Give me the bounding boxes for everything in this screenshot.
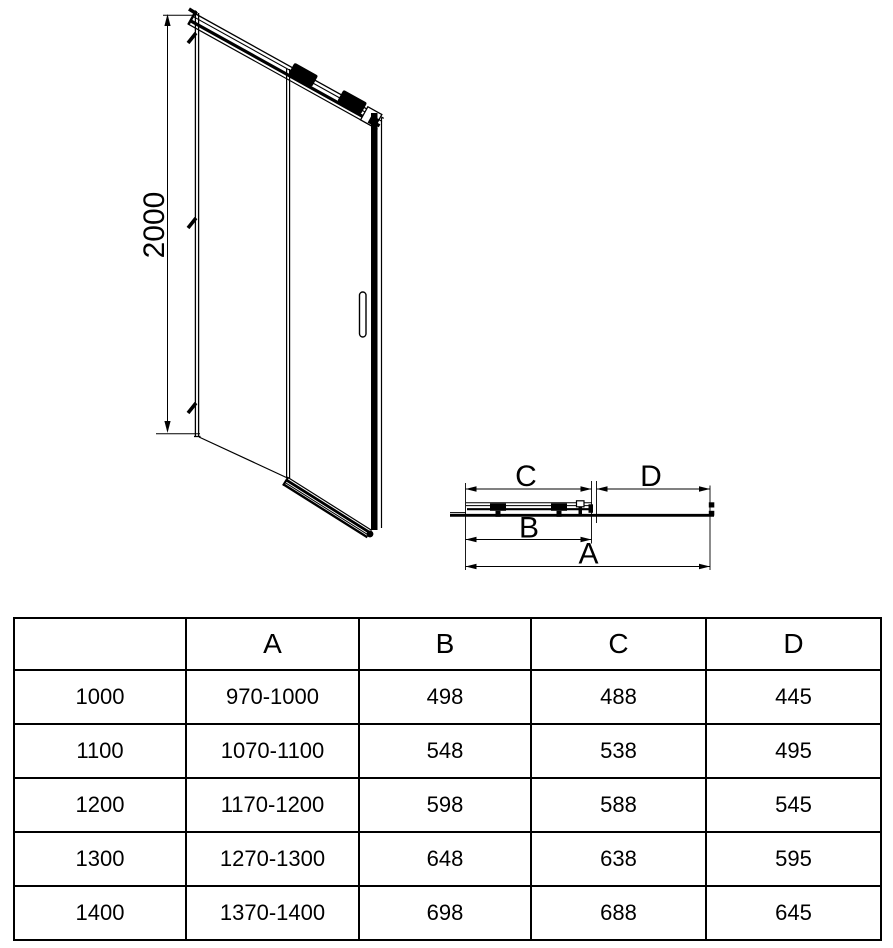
table-header-row bbox=[14, 618, 881, 670]
bottom-rail bbox=[283, 477, 375, 540]
arrow-down-icon bbox=[164, 421, 170, 433]
height-dimension-label: 2000 bbox=[138, 191, 171, 259]
table-row bbox=[14, 886, 881, 940]
table-header-d: D bbox=[706, 618, 881, 670]
table-header-a: A bbox=[186, 618, 359, 670]
door-stile bbox=[287, 69, 290, 478]
table-header-size bbox=[14, 618, 186, 670]
table-cell: 688 bbox=[531, 886, 706, 940]
table-cell: 1000 bbox=[14, 670, 186, 724]
table-cell: 645 bbox=[706, 886, 881, 940]
table-header-b: B bbox=[359, 618, 531, 670]
right-profile bbox=[371, 113, 382, 530]
dimension-c-label: C bbox=[515, 460, 537, 493]
table-cell: 1270-1300 bbox=[186, 832, 359, 886]
dimensions-table bbox=[13, 617, 882, 941]
glass-bottom-edge bbox=[199, 437, 289, 479]
dimension-a bbox=[466, 538, 711, 571]
plan-view-drawing bbox=[450, 460, 714, 571]
table-cell: 638 bbox=[531, 832, 706, 886]
table-cell: 1370-1400 bbox=[186, 886, 359, 940]
table-cell: 588 bbox=[531, 778, 706, 832]
table-cell: 648 bbox=[359, 832, 531, 886]
table-cell: 445 bbox=[706, 670, 881, 724]
table-cell: 595 bbox=[706, 832, 881, 886]
table-cell: 1400 bbox=[14, 886, 186, 940]
roller-icon bbox=[551, 503, 567, 511]
table-cell: 698 bbox=[359, 886, 531, 940]
table-cell: 970-1000 bbox=[186, 670, 359, 724]
table-cell: 598 bbox=[359, 778, 531, 832]
dimension-d-label: D bbox=[640, 460, 662, 493]
door-handle bbox=[360, 292, 367, 337]
table-row bbox=[14, 778, 881, 832]
roller-icon bbox=[490, 503, 506, 511]
table-cell: 1100 bbox=[14, 724, 186, 778]
table-cell: 498 bbox=[359, 670, 531, 724]
front-view-drawing bbox=[138, 8, 386, 540]
table-cell: 1200 bbox=[14, 778, 186, 832]
table-row bbox=[14, 670, 881, 724]
dimension-a-label: A bbox=[578, 537, 599, 571]
handle-section-icon bbox=[577, 501, 585, 507]
table-cell: 1300 bbox=[14, 832, 186, 886]
table-row bbox=[14, 724, 881, 778]
dimension-d bbox=[597, 460, 711, 493]
table-header-c: C bbox=[531, 618, 706, 670]
table-cell: 538 bbox=[531, 724, 706, 778]
table-row bbox=[14, 832, 881, 886]
table-cell: 495 bbox=[706, 724, 881, 778]
table-cell: 545 bbox=[706, 778, 881, 832]
table-cell: 1170-1200 bbox=[186, 778, 359, 832]
table-cell: 488 bbox=[531, 670, 706, 724]
table-cell: 1070-1100 bbox=[186, 724, 359, 778]
dimension-c bbox=[466, 460, 592, 493]
table-cell: 548 bbox=[359, 724, 531, 778]
dimension-b-label: B bbox=[518, 511, 540, 545]
wall-profile bbox=[194, 13, 201, 437]
